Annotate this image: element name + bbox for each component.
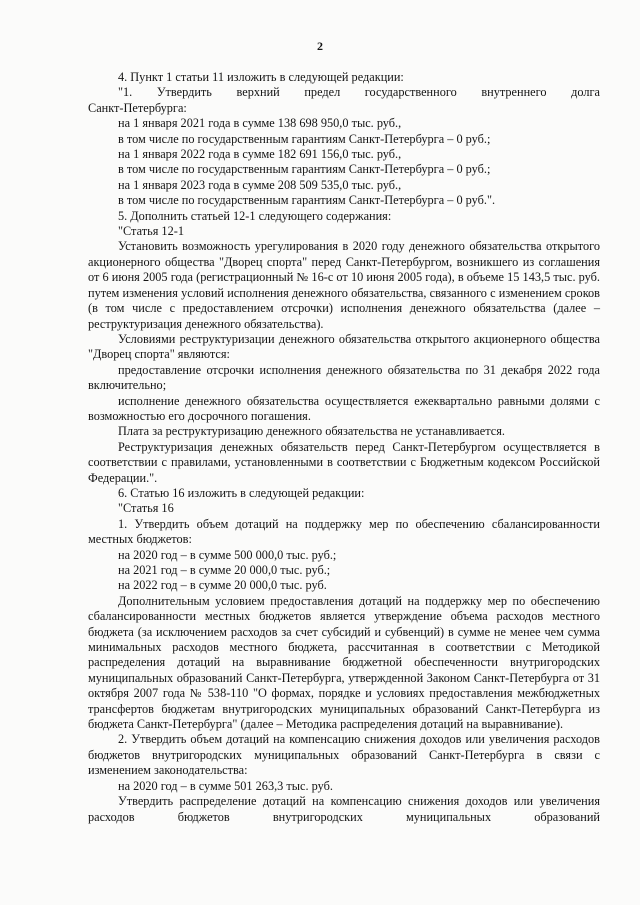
paragraph: Условиями реструктуризации денежного обязательства открытого акционерного общества "Дворец спорта" являются: [88, 331, 600, 362]
paragraph: в том числе по государственным гарантиям Санкт-Петербурга – 0 руб.; [118, 131, 491, 146]
paragraph: на 1 января 2023 года в сумме 208 509 535,0 тыс. руб., [118, 177, 402, 192]
document-body [88, 70, 600, 825]
paragraph: Реструктуризация денежных обязательств перед Санкт-Петербургом осуществляется в соответствии с правилами, установленными в соответствии с Бюджетным кодексом Российской Федерации.". [88, 439, 600, 485]
paragraph: на 1 января 2022 года в сумме 182 691 156,0 тыс. руб., [118, 147, 402, 162]
paragraph: Плата за реструктуризацию денежного обязательства не устанавливается. [118, 424, 505, 439]
paragraph: исполнение денежного обязательства осуществляется ежеквартально равными долями с возможностью его досрочного погашения. [88, 393, 600, 423]
paragraph: на 2020 год – в сумме 501 263,3 тыс. руб. [118, 778, 333, 793]
paragraph: 2. Утвердить объем дотаций на компенсацию снижения доходов или увеличения расходов бюджетов внутригородских муниципальных образований Санкт-Петербурга в связи с изменением законодательства: [88, 732, 600, 778]
paragraph: 5. Дополнить статьей 12-1 следующего содержания: [118, 208, 392, 223]
paragraph: Дополнительным условием предоставления дотаций на поддержку мер по обеспечению сбалансированности местных бюджетов является утверждение объема расходов местного бюджета (за исключением расходов за счет субсидий и субвенций) в сумме не менее чем сумма минимальных расходов местного бюджета, рассчитанная в соответствии с Методикой распределения дотаций на выравнивание бюджетной обеспеченности внутригородских муниципальных образований Санкт-Петербурга, утвержденной Законом Санкт-Петербурга от 31 октября 2007 года № 538-110 "О формах, порядке и условиях предоставления межбюджетных трансфертов бюджетам внутригородских муниципальных образований Санкт-Петербурга из бюджета Санкт-Петербурга" (далее – Методика распределения дотаций на выравнивание). [88, 593, 600, 732]
paragraph: предоставление отсрочки исполнения денежного обязательства по 31 декабря 2022 года включительно; [88, 362, 600, 393]
paragraph: на 2021 год – в сумме 20 000,0 тыс. руб.; [118, 563, 331, 577]
paragraph: Утвердить распределение дотаций на компенсацию снижения доходов или увеличения расходов бюджетов внутригородских муниципальных образований [88, 794, 600, 824]
paragraph: Установить возможность урегулирования в 2020 году денежного обязательства открытого акционерного общества "Дворец спорта" перед Санкт-Петербургом, возникшего из соглашения от 6 июня 2005 года (регистрационный № 16-с от 10 июня 2005 года), в объеме 15 143,5 тыс. руб. путем изменения условий исполнения денежного обязательства, связанного с изменением сроков (в том числе с предоставлением отсрочки) исполнения денежного обязательства (далее – реструктуризация денежного обязательства). [88, 239, 600, 331]
paragraph: 1. Утвердить объем дотаций на поддержку мер по обеспечению сбалансированности местных бюджетов: [88, 516, 600, 547]
paragraph: в том числе по государственным гарантиям Санкт-Петербурга – 0 руб.". [118, 193, 496, 208]
paragraph: в том числе по государственным гарантиям Санкт-Петербурга – 0 руб.; [118, 162, 491, 177]
paragraph: на 2022 год – в сумме 20 000,0 тыс. руб. [118, 578, 327, 593]
paragraph: Санкт-Петербурга: [88, 100, 187, 115]
paragraph: "1. Утвердить верхний предел государственного внутреннего долга [118, 85, 600, 100]
page-number: 2 [317, 39, 323, 53]
paragraph: на 1 января 2021 года в сумме 138 698 950,0 тыс. руб., [118, 116, 402, 131]
paragraph: "Статья 16 [118, 501, 174, 516]
paragraph: на 2020 год – в сумме 500 000,0 тыс. руб.; [118, 547, 337, 562]
paragraph: "Статья 12-1 [118, 224, 184, 239]
paragraph: 4. Пункт 1 статьи 11 изложить в следующей редакции: [118, 70, 404, 84]
paragraph: 6. Статью 16 изложить в следующей редакции: [118, 485, 365, 500]
